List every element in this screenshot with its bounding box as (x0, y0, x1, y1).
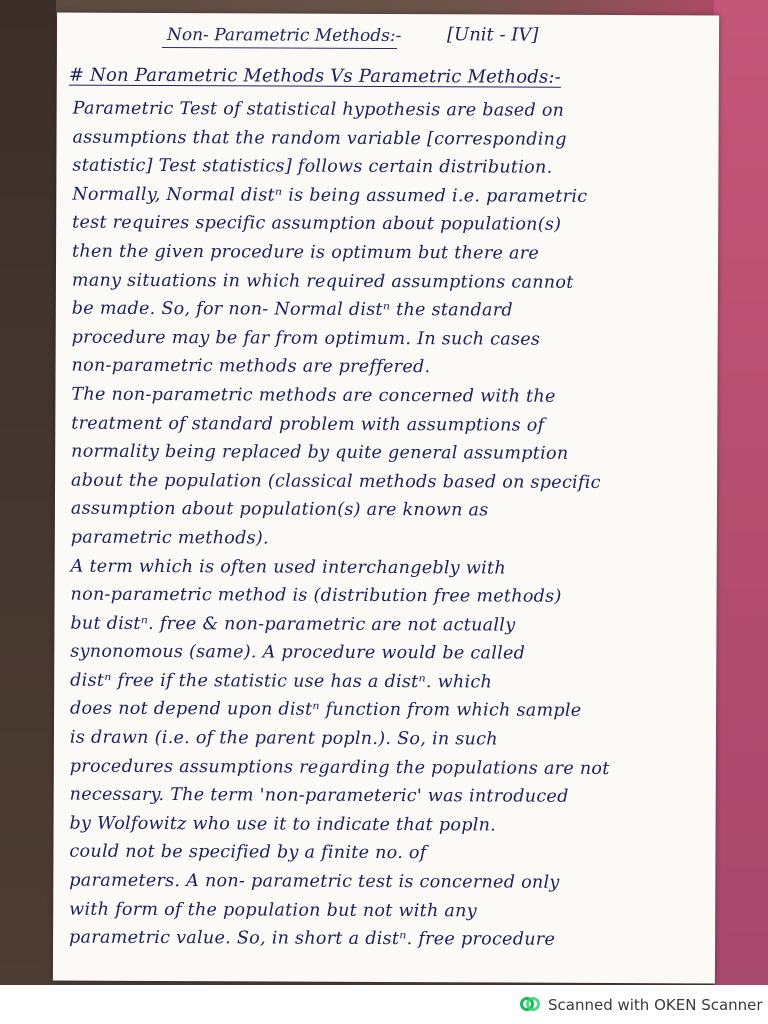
text-line: be made. So, for non- Normal distⁿ the standard (71, 298, 513, 321)
text-line: is drawn (i.e. of the parent popln.). So, in such (69, 727, 498, 750)
text-line: assumptions that the random variable [corresponding (72, 127, 567, 150)
text-line: synonomous (same). A procedure would be called (70, 641, 526, 664)
handwritten-text-block (69, 95, 713, 956)
text-line: does not depend upon distⁿ function from which sample (70, 699, 582, 722)
background-left-edge (0, 0, 56, 985)
text-line: about the population (classical methods based on specific (71, 470, 601, 493)
text-line: parametric methods). (70, 527, 269, 549)
oken-scanner-logo-icon (520, 995, 540, 1015)
text-line: non-parametric methods are preffered. (71, 355, 431, 378)
notebook-page (53, 13, 719, 984)
text-line: then the given procedure is optimum but there are (72, 241, 540, 264)
text-line: parameters. A non- parametric test is concerned only (69, 870, 560, 893)
text-line: with form of the population but not with any (69, 899, 477, 922)
text-line: by Wolfowitz who use it to indicate that popln. (69, 813, 497, 836)
text-line: test requires specific assumption about population(s) (72, 213, 562, 236)
text-line: Parametric Test of statistical hypothesis are based on (72, 98, 565, 121)
text-line: many situations in which required assumptions cannot (71, 270, 574, 293)
text-line: procedures assumptions regarding the populations are not (69, 756, 610, 779)
text-line: but distⁿ. free & non-parametric are not actually (70, 613, 516, 636)
text-line: parametric value. So, in short a distⁿ. free procedure (69, 927, 556, 950)
text-line: procedure may be far from optimum. In such cases (71, 327, 541, 350)
unit-label: [Unit - IV] (446, 24, 539, 46)
background-right-edge (714, 0, 768, 985)
text-line: normality being replaced by quite general assumption (71, 441, 569, 464)
text-line: The non-parametric methods are concerned with the (71, 384, 556, 407)
text-line: treatment of standard problem with assumptions of (71, 413, 545, 436)
text-line: distⁿ free if the statistic use has a distⁿ. which (70, 670, 493, 693)
text-line: assumption about population(s) are known as (70, 498, 489, 521)
text-line: A term which is often used interchangebly with (70, 556, 506, 579)
scanner-footer (0, 985, 768, 1024)
text-line: Normally, Normal distⁿ is being assumed i.e. parametric (72, 184, 588, 207)
text-line: necessary. The term 'non-parameteric' was introduced (69, 784, 569, 808)
text-line: could not be specified by a finite no. of (69, 842, 427, 864)
scanner-watermark (520, 995, 763, 1015)
text-line: non-parametric method is (distribution free methods) (70, 584, 562, 607)
page-title: Non- Parametric Methods:- (166, 25, 402, 47)
section-heading: # Non Parametric Methods Vs Parametric Methods:- (68, 64, 562, 88)
scanner-watermark-text: Scanned with OKEN Scanner (548, 996, 763, 1014)
text-line: statistic] Test statistics] follows certain distribution. (72, 155, 553, 178)
